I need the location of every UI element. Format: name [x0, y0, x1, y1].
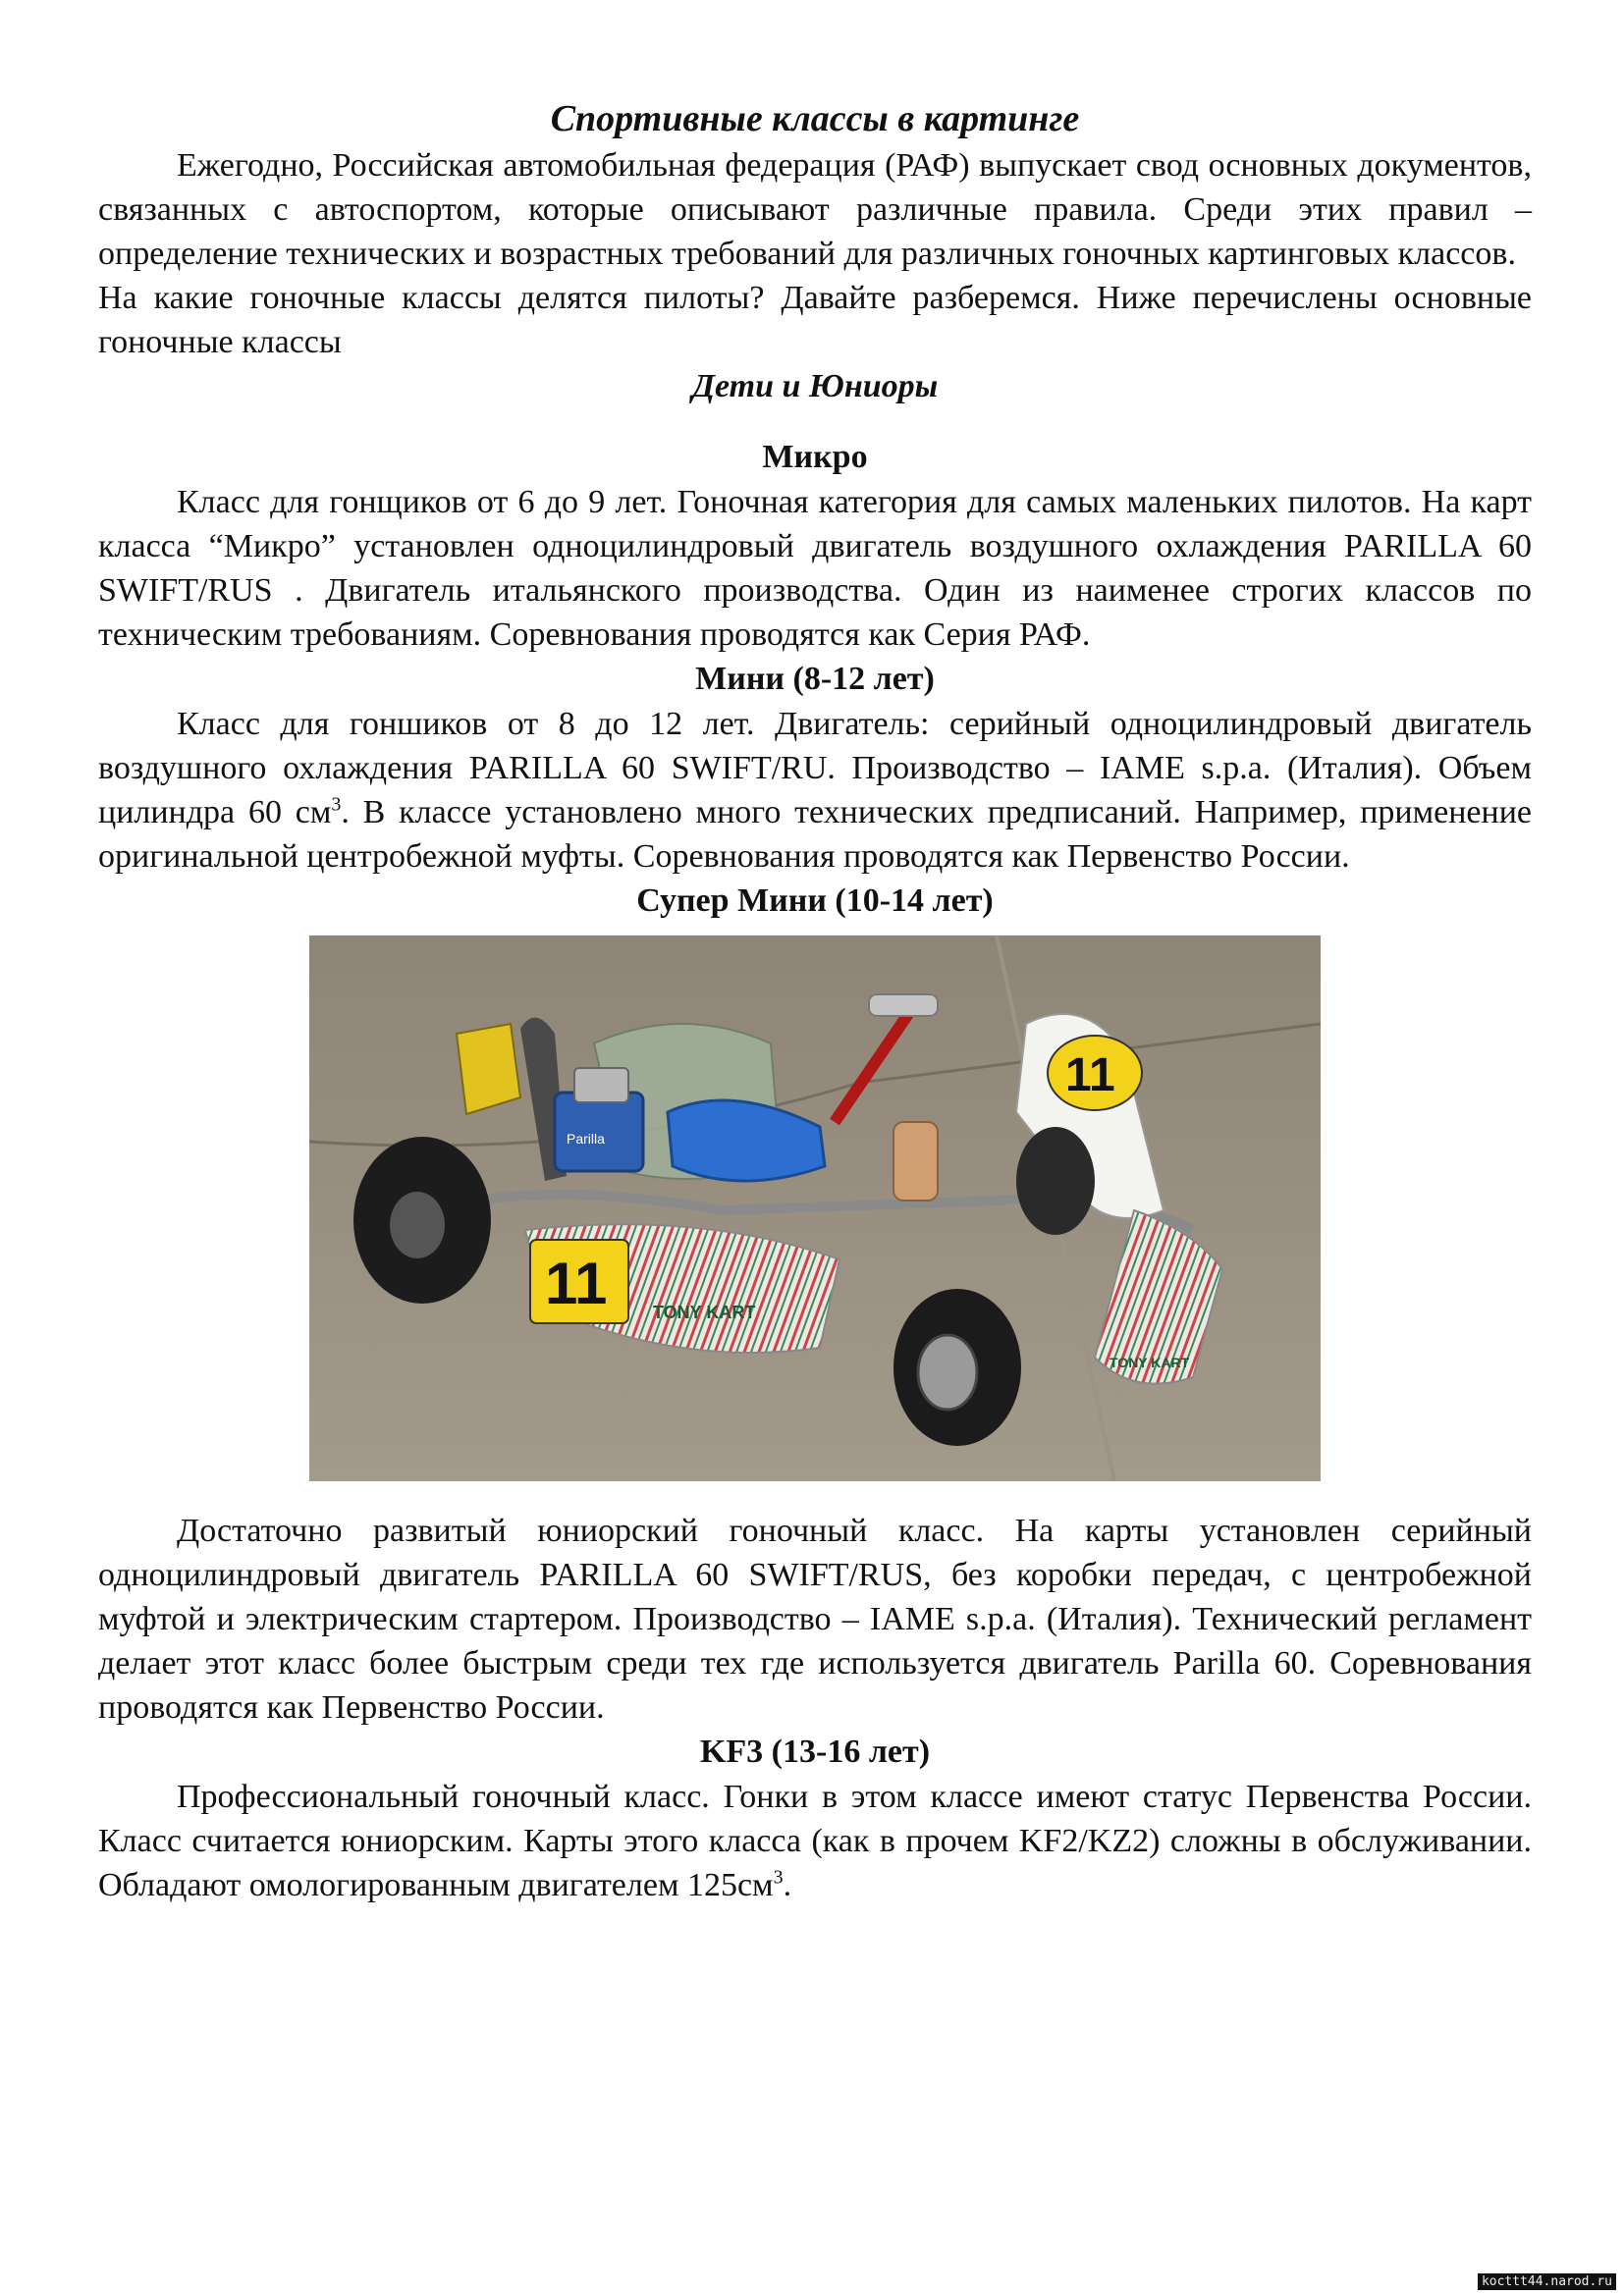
kart-illustration	[309, 935, 1321, 1481]
engine-brand-label: Parilla	[567, 1131, 605, 1147]
kart-number-side: 11	[545, 1251, 608, 1316]
kart-photo	[309, 935, 1321, 1481]
kart-brand-spoiler: TONY KART	[1110, 1355, 1190, 1370]
kf3-paragraph: Профессиональный гоночный класс. Гонки в этом классе имеют статус Первенства России. Класс считается юниорским. Карты этого класса (как в прочем KF2/KZ2) сложны в обслуживании. Обладают омологированным двигателем $125см^3$.	[98, 1779, 1532, 1903]
kf3-heading: KF3 (13-16 лет)	[699, 1734, 931, 1770]
kart-brand-side: TONY KART	[653, 1303, 756, 1322]
kart-number-front: 11	[1065, 1049, 1115, 1101]
superscript: 3	[331, 793, 342, 816]
document-page	[98, 94, 1532, 1907]
page-title: Спортивные классы в картинге	[550, 98, 1080, 139]
intro-paragraph-2: На какие гоночные классы делятся пилоты? Давайте разберемся. Ниже перечислены основные гоночные классы	[98, 280, 1532, 360]
micro-heading: Микро	[762, 439, 868, 475]
micro-paragraph: Класс для гонщиков от 6 до 9 лет. Гоночная категория для самых маленьких пилотов. На карт класса “Микро” установлен одноцилиндровый двигатель воздушного охлаждения PARILLA 60 SWIFT/RUS . Двигатель итальянского производства. Один из наименее строгих классов по техническим требованиям. Соревнования проводятся как Серия РАФ.	[98, 484, 1532, 653]
super-mini-heading: Супер Мини (10-14 лет)	[636, 882, 994, 919]
watermark: kocttt44.narod.ru	[1478, 2273, 1616, 2290]
superscript: 3	[773, 1866, 784, 1889]
section-title: Дети и Юниоры	[691, 368, 939, 404]
mini-heading: Мини (8-12 лет)	[695, 661, 935, 697]
super-mini-paragraph: Достаточно развитый юниорский гоночный класс. На карты установлен серийный одноцилиндровый двигатель PARILLA 60 SWIFT/RUS, без коробки передач, с центробежной муфтой и электрическим стартером. Производство – IAME s.p.a. (Италия). Технический регламент делает этот класс более быстрым среди тех где используется двигатель Parilla 60. Соревнования проводятся как Первенство России.	[98, 1513, 1532, 1726]
mini-paragraph: Класс для гоншиков от 8 до 12 лет. Двигатель: серийный одноцилиндровый двигатель воздушного охлаждения PARILLA 60 SWIFT/RU. Производство – IAME s.p.a. (Италия). Объем цилиндра 60 $см^3$. В классе установлено много технических предписаний. Например, применение оригинальной центробежной муфты. Соревнования проводятся как Первенство России.	[98, 706, 1532, 875]
intro-paragraph-1: Ежегодно, Российская автомобильная федерация (РАФ) выпускает свод основных документов, связанных с автоспортом, которые описывают различные правила. Среди этих правил – определение технических и возрастных требований для различных гоночных картинговых классов.	[98, 147, 1532, 272]
